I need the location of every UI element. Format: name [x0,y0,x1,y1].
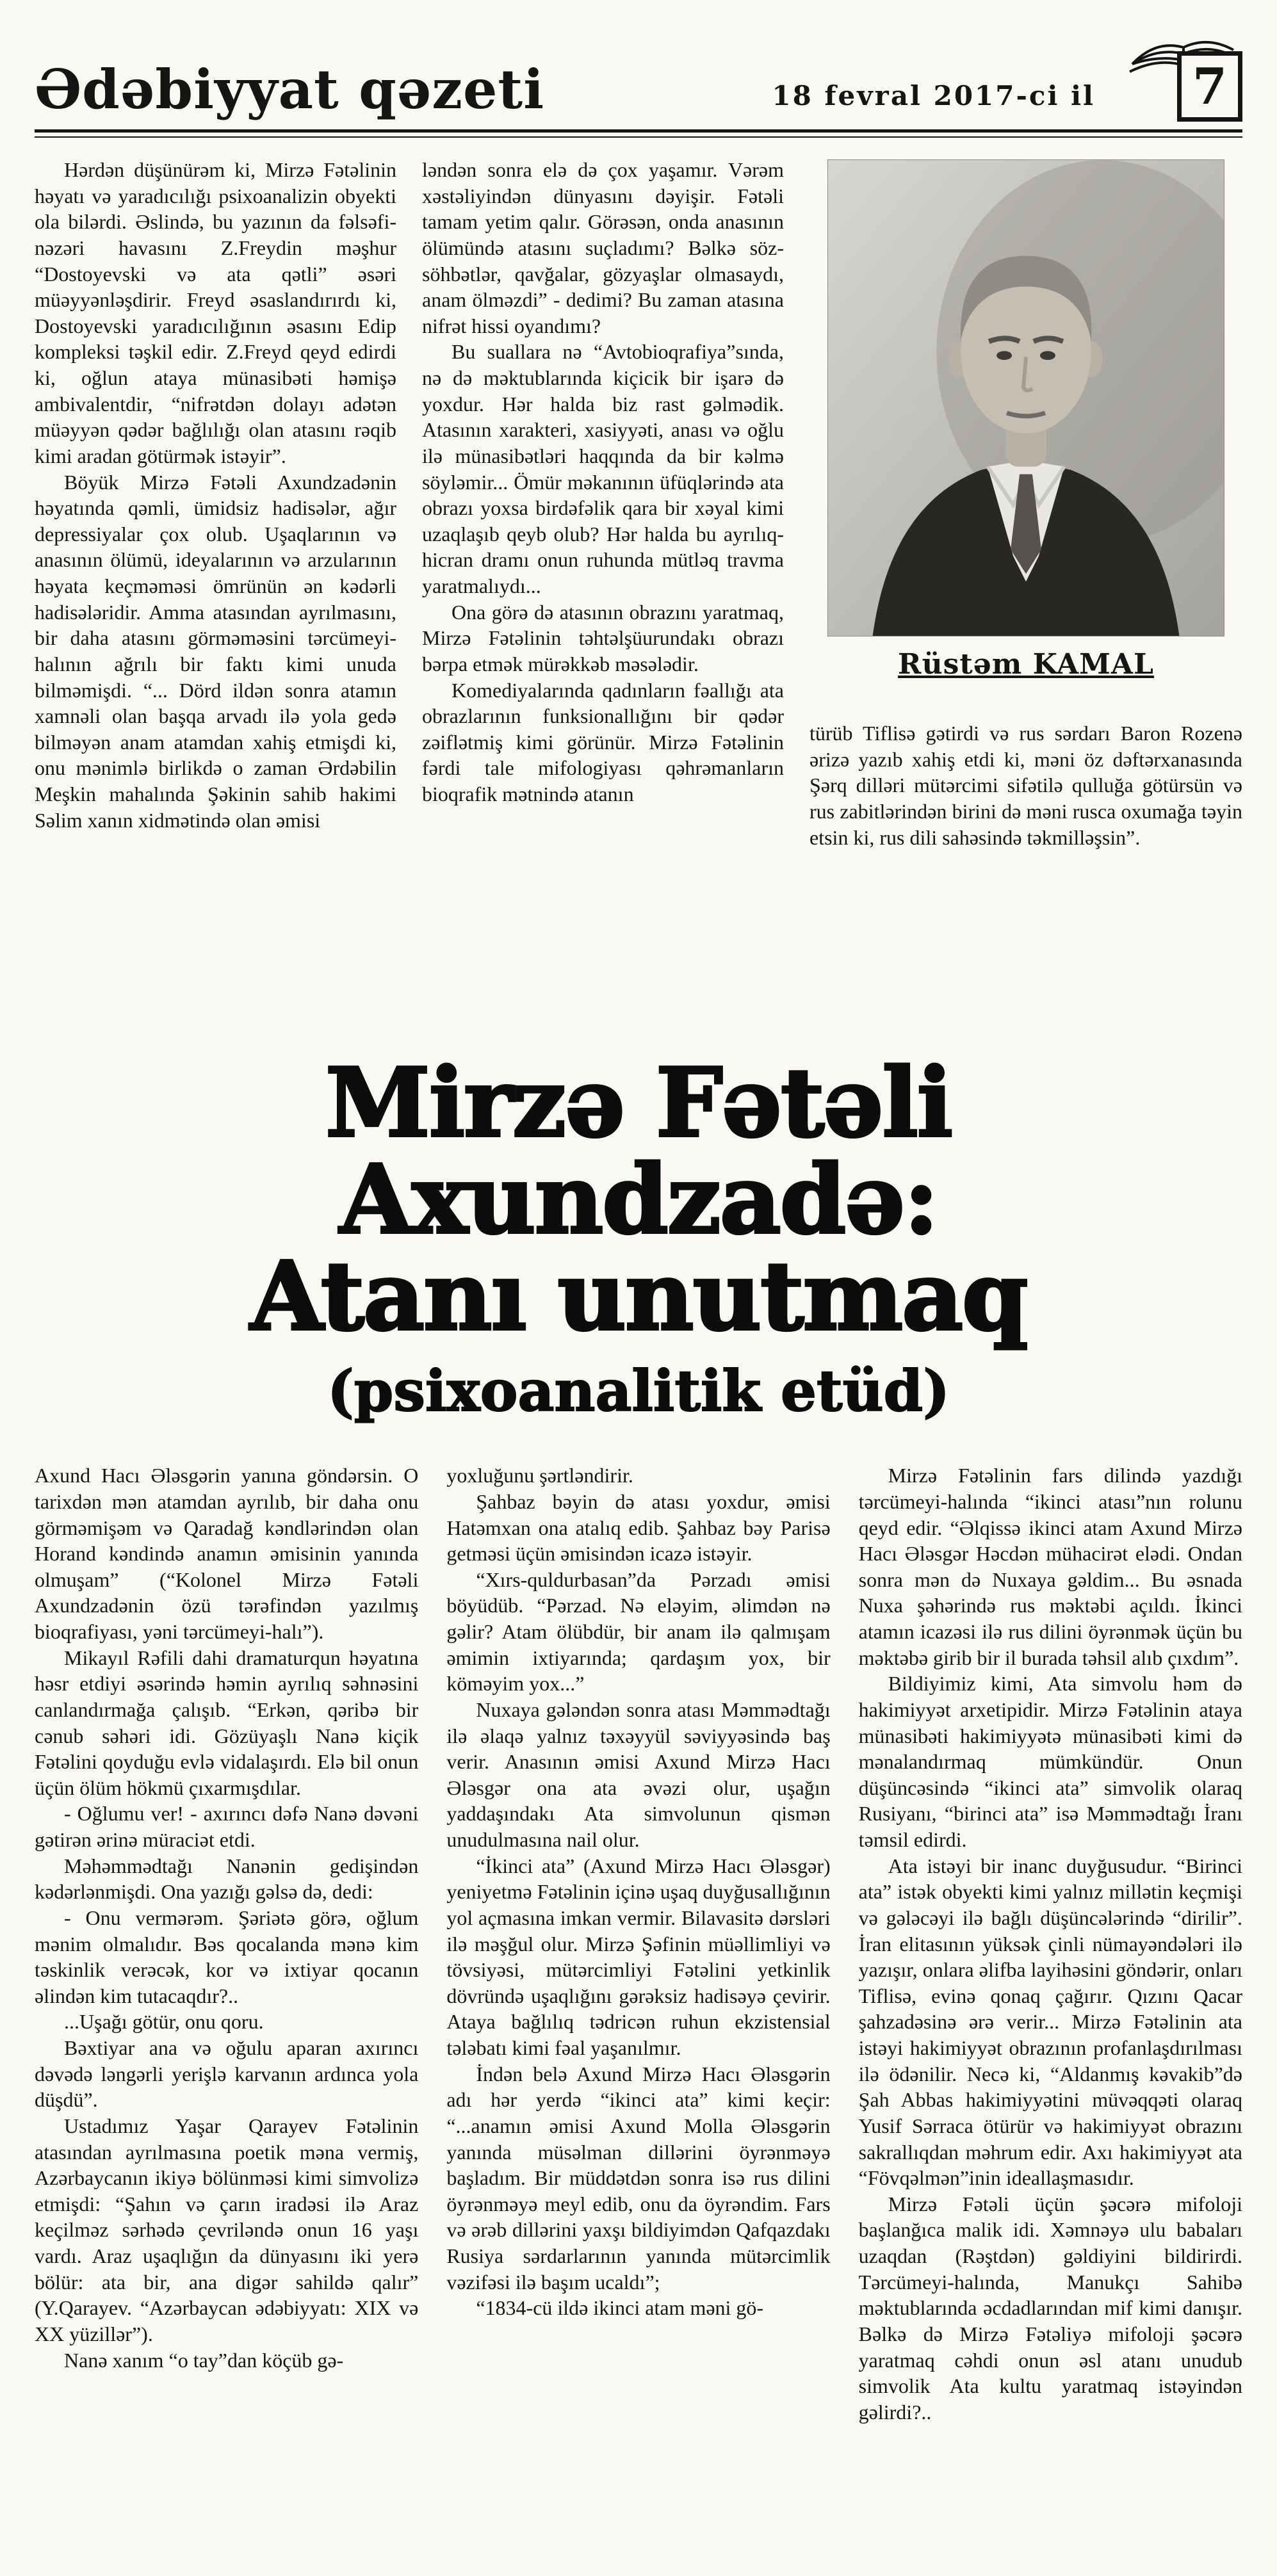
issue-date: 18 fevral 2017-ci il [772,80,1095,111]
paragraph: “Xırs-quldurbasan”da Pərzadı əmisi böyüdüb. “Pərzad. Nə eləyim, əlimdən nə gəlir? Atam ölübdür, bir anam ilə qalmışam əmimin ixtiyarında; qardaşım yox, bir köməyim yox...” [446,1567,831,1696]
top-column-1 [35,157,396,996]
paragraph: Ata istəyi bir inanc duyğusudur. “Birinci ata” istək obyekti kimi yalnız millətin keçmişi və gələcəyi ilə bağlı düşüncələrində “dirilir”. İran elitasının yüksək çinli nümayəndələri ilə yazışır, onlara əlifba layihəsini göndərir, onları Tiflisə, evinə qonaq çağırır. Qızını Qacar şahzadəsinə ərə verir... Mirzə Fətəlinin ata istəyi hakimiyyət obrazının profanlaşdırılması ilə ödənilir. Necə ki, “Aldanmış kəvakib”də Şah Abbas hakimiyyətini müvəqqəti olaraq Yusif Sərraca ötürür və hakimiyyət obrazını sakrallıqdan məhrum edir. Axı hakimiyyət ata “Fövqəlmən”inin ideallaşmasıdır. [858,1854,1242,2190]
paragraph: Bəxtiyar ana və oğulu aparan axırıncı dəvədə ləngərli yerişlə karvanın ardınca yola düşdü”. [35,2036,419,2112]
paragraph: - Oğlumu ver! - axırıncı dəfə Nanə dəvəni gətirən ərinə müraciət etdi. [35,1802,419,1851]
body-column-1 [35,1462,418,2576]
paragraph: Şahbaz bəyin də atası yoxdur, əmisi Hatəmxan ona atalıq edib. Şahbaz bəy Parisə getməsi üçün əmisindən icazə istəyir. [446,1489,831,1566]
header-divider [35,129,1242,138]
paragraph: Ona görə də atasının obrazını yaratmaq, Mirzə Fətəlinin təhtəlşüurundakı obrazı bərpa etmək mürəkkəb məsələdir. [422,600,784,676]
paragraph: Axund Hacı Ələsgərin yanına göndərsin. O tarixdən mən atamdan ayrılıb, bir daha onu görməmişəm və Qaradağ kəndlərindən olan Horand kəndində anamın əmisinin yanında olmuşam” (“Kolonel Mirzə Fətəli Axundzadənin özü tərəfindən yazılmış bioqrafiyası, yəni tərcümeyi-halı”). [35,1464,419,1643]
paragraph: Mikayıl Rəfili dahi dramaturqun həyatına həsr etdiyi əsərində həmin ayrılıq səhnəsini canlandırmağa çalışıb. “Erkən, qəribə bir cənub səhəri idi. Gözüyaşlı Nanə kiçik Fətəlini qoyduğu evlə vidalaşırdı. Elə bil onun üçün ölüm hökmü çıxarmışdılar. [35,1646,419,1799]
paragraph: Məhəmmədtağı Nanənin gedişindən kədərlənmişdi. Ona yazığı gəlsə də, dedi: [35,1854,419,1904]
paragraph: İndən belə Axund Mirzə Hacı Ələsgərin adı hər yerdə “ikinci ata” kimi keçir: “...anamın əmisi Axund Molla Ələsgərin yanında müsəlman dillərini öyrənməyə başladım. Bir müddətdən sonra isə rus dilini öyrənməyə meyl edib, onu da öyrəndim. Fars və ərəb dillərini yaxşı bildiyimdən Qafqazdakı Rusiya sərdarlarının yanında mütərcimlik vəzifəsi ilə başım ucaldı”; [446,2062,831,2294]
paragraph: Ustadımız Yaşar Qarayev Fətəlinin atasından ayrılmasına poetik məna vermiş, Azərbaycanın ikiyə bölünməsi kimi simvolizə etmişdi: “Şahın və çarın iradəsi ilə Araz keçilməz sərhədə çevriləndə onun 16 yaşı vardı. Araz uşaqlığın da dünyasını iki yerə bölür: ata bir, ana digər sahildə qalır” (Y.Qarayev. “Azərbaycan ədəbiyyatı: XIX və XX yüzillər”). [35,2114,419,2345]
article-title-line2: Atanı unutmaq [250,1240,1027,1352]
top-section [35,157,1242,996]
paragraph: Nuxaya gələndən sonra atası Məmmədtağı ilə əlaqə yalnız təxəyyül səviyyəsində baş verir. Anasının əmisi Axund Mirzə Hacı Ələsgər ona ata əvəzi olur, uşağın yaddaşındakı Ata simvolunun qismən unudulmasına nail olur. [446,1697,831,1851]
paragraph: Komediyalarında qadınların fəallığı ata obrazlarının funksionallığını bir qədər zəiflətmiş kimi görünür. Mirzə Fətəlinin fərdi tale mifologiyası qəhrəmanların bioqrafik mətnində atanın [422,678,784,806]
paragraph: Bu suallara nə “Avtobioqrafiya”sında, nə də məktublarında kiçicik bir işarə də yoxdur. Hər halda biz rast gəlmədik. Atasının xarakteri, xasiyyəti, anası və oğlu ilə münasibətləri haqqında da bir kəlmə söyləmir... Ömür məkanının üfüqlərində ata obrazı yoxsa birdəfəlik qara bir xəyal kimi uzaqlaşıb qeyb olub? Hər halda bu ayrılıq-hicran dramı onun ruhunda mütləq travma yaratmalıydı... [422,340,784,597]
newspaper-title: Ədəbiyyat qəzeti [35,58,545,121]
paragraph: Nanə xanım “o tay”dan köçüb gə- [64,2348,344,2372]
headline-block [35,1047,1242,1424]
paragraph: ləndən sonra elə də çox yaşamır. Vərəm xəstəliyindən dünyasını dəyişir. Fətəli tamam yetim qalır. Görəsən, onda anasının ölümündə atasını suçladımı? Bəlkə söz-söhbətlər, qavğalar, gözyaşlar olmasaydı, anam ölməzdi” - dedimi? Bu zaman atasına nifrət hissi oyandımı? [422,158,784,337]
photo-caption: Rüstəm KAMAL [898,648,1154,681]
paragraph: Bildiyimiz kimi, Ata simvolu həm də hakimiyyət arxetipidir. Mirzə Fətəlinin ataya münasibəti hakimiyyətə münasibəti kimi də mənalandırmaq mümkündür. Onun düşüncəsində “ikinci ata” simvolik olaraq Rusiyanı, “birinci ata” isə Məmmədtağı İranı təmsil edirdi. [858,1672,1242,1851]
paragraph: Hərdən düşünürəm ki, Mirzə Fətəlinin həyatı və yaradıcılığı psixoanalizin obyekti ola bilərdi. Əslində, bu yazının da fəlsəfi-nəzəri havasını Z.Freydin məşhur “Dostoyevski və ata qətli” əsəri müəyyənləşdirir. Freyd əsaslandırırdı ki, Dostoyevski yaradıcılığının əsasını Edip kompleksi təşkil edir. Z.Freyd qeyd edirdi ki, oğlun ataya münasibəti həmişə ambivalentdir, “nifrətdən dolayı adətən müəyyən qədər bağlılığı olan atasını rəqib kimi aradan götürmək istəyir”. [35,158,396,467]
paragraph: Mirzə Fətəli üçün şəcərə mifoloji başlanğıca malik idi. Xəmnəyə ulu babaları uzaqdan (Rəştdən) gəldiyini bildirirdi. Tərcümeyi-halında, Manukçı Sahibə məktublarında əcdadlarından mif kimi danışır. Bəlkə də Mirzə Fətəliyə mifoloji şəcərə yaratmaq cəhdi onun əsl atanı unudub simvolik Ata kultu yaratmaq istəyindən gəlirdi?.. [858,2192,1242,2424]
paragraph: yoxluğunu şərtləndirir. [446,1464,633,1487]
paragraph: - Onu vermərəm. Şəriətə görə, oğlum mənim olmalıdır. Bəs qocalanda mənə kim təskinlik verəcək, kor və ixtiyar qocanın əlindən kim tutacaqdır?.. [35,1906,419,2007]
paragraph: “1834-cü ildə ikinci atam məni gö- [476,2296,764,2320]
page-number-badge [1128,22,1242,122]
paragraph: Mirzə Fətəlinin fars dilində yazdığı tərcümeyi-halında “ikinci atası”nın rolunu qeyd edir. “Əlqissə ikinci atam Axund Mirzə Hacı Ələsgər Həcdən mühacirət elədi. Ondan sonra mən də Nuxaya gəldim... Bu əsnada Nuxa şəhərində rus məktəbi açıldı. İkinci atamın icazəsi ilə rus dilini öyrənmək üçün bu məktəbə girib bir il burada təhsil alıb çıxdım”. [858,1464,1242,1669]
body-column-3 [859,1462,1242,2576]
paragraph: “İkinci ata” (Axund Mirzə Hacı Ələsgər) yeniyetmə Fətəlinin içinə uşaq duyğusallığının yol açmasına imkan vermir. Bilavasitə dərsləri ilə məşğul olur. Mirzə Şəfinin müəllimliyi və tövsiyəsi, mütərcimliyi Fətəlini yetkinlik dövründə uşaqlığını gərəksiz hadisəyə çevirir. Ataya bağlılıq tədricən ruhun ekzistensial tələbatı kimi fəal yaşanılmır. [446,1854,831,2059]
masthead-right [772,22,1242,122]
portrait-photo [827,159,1224,636]
article-body [35,1462,1242,2576]
article-subtitle: (psixoanalitik etüd) [327,1357,950,1424]
article-title-line1: Mirzə Fətəli Axundzadə: [325,1047,952,1255]
masthead [35,22,1242,122]
body-column-2 [446,1462,830,2576]
paragraph: türüb Tiflisə gətirdi və rus sərdarı Baron Rozenə ərizə yazıb xahiş etdi ki, məni öz dəftərxanasında Şərq dilləri mütərcimi sifətilə qulluğa götürsün və rus zabitlərindən birini də məni rusca oxumağa təyin etsin ki, rus dili sahəsində təkmilləşsin”. [809,722,1242,849]
paragraph: ...Uşağı götür, onu qoru. [64,2010,264,2034]
paragraph: Böyük Mirzə Fətəli Axundzadənin həyatında qəmli, ümidsiz hadisələr, ağır depressiyalar çox olub. Uşaqlarının və anasının ölümü, ideyalarının və arzularının həyata keçməməsi ömrünün ən kədərli hadisələridir. Amma atasından ayrılmasını, bir daha atasını görməməsini tərcümeyi-halının ağrılı bir faktı kimi unuda bilməmişdi. “... Dörd ildən sonra atamın xamnəli olan başqa arvadı ilə yola gedə bilməyən anam atamdan xahiş etmişdi ki, onu mənimlə birlikdə o zaman Ərdəbilin Meşkin mahalında Şəkinin sahib hakimi Səlim xanın xidmətində olan əmisi [35,470,396,832]
top-column-3 [809,157,1242,996]
portrait-figure [809,159,1242,681]
top-column-2 [422,157,784,996]
page-number: 7 [1177,51,1242,122]
